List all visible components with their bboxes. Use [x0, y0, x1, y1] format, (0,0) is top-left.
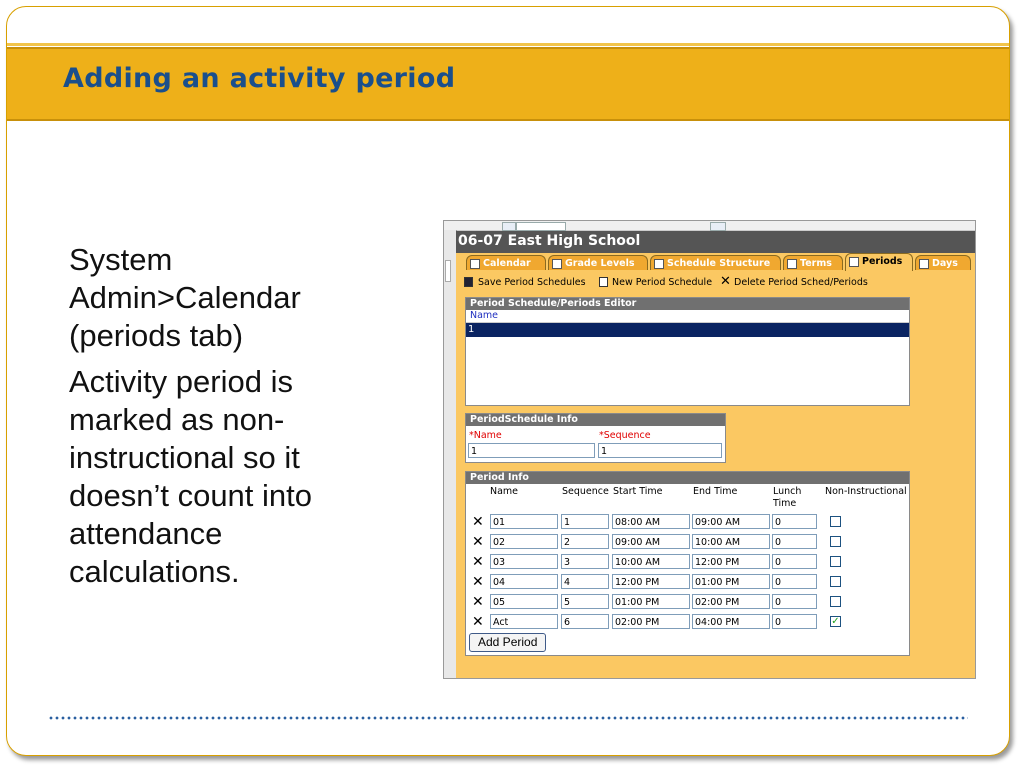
header-name: Name [490, 486, 519, 497]
period-end-time-input[interactable]: 02:00 PM [692, 594, 770, 609]
period-lunch-time-input[interactable]: 0 [772, 514, 817, 529]
period-name-input[interactable]: 05 [490, 594, 558, 609]
app-screenshot [443, 220, 976, 679]
column-header-name: Name [466, 310, 909, 323]
period-info-panel [465, 471, 910, 656]
period-end-time-input[interactable]: 12:00 PM [692, 554, 770, 569]
schedule-name-input[interactable]: 1 [468, 443, 595, 458]
tab-label: Calendar [483, 258, 531, 269]
name-label: *Name [469, 430, 502, 441]
schedule-sequence-input[interactable]: 1 [598, 443, 722, 458]
sequence-label: *Sequence [599, 430, 651, 441]
school-name: 06-07 East High School [458, 233, 641, 249]
strip-field [516, 222, 566, 231]
scroll-handle[interactable] [445, 260, 451, 282]
tab-label: Days [932, 258, 958, 269]
strip-button [502, 222, 516, 231]
period-name-input[interactable]: 03 [490, 554, 558, 569]
tab-grade-levels[interactable] [548, 255, 648, 270]
edit-icon [919, 259, 929, 269]
period-start-time-input[interactable]: 08:00 AM [612, 514, 690, 529]
tab-label: Schedule Structure [667, 258, 771, 269]
panel-title: Period Schedule/Periods Editor [466, 298, 909, 310]
period-schedule-editor-panel [465, 297, 910, 406]
edit-icon [787, 259, 797, 269]
period-start-time-input[interactable]: 09:00 AM [612, 534, 690, 549]
delete-row-x-icon[interactable]: ✕ [472, 594, 484, 610]
panel-title: PeriodSchedule Info [466, 414, 725, 426]
period-sequence-input[interactable]: 4 [561, 574, 609, 589]
calendar-main [456, 253, 975, 678]
header-sequence: Sequence [562, 486, 609, 497]
non-instructional-checkbox[interactable] [830, 536, 841, 547]
tab-label: Grade Levels [565, 258, 635, 269]
period-lunch-time-input[interactable]: 0 [772, 534, 817, 549]
period-name-input[interactable]: 02 [490, 534, 558, 549]
toolbar [464, 275, 969, 291]
delete-x-icon[interactable]: ✕ [720, 274, 731, 289]
period-name-input[interactable]: 04 [490, 574, 558, 589]
period-sequence-input[interactable]: 3 [561, 554, 609, 569]
non-instructional-checkbox[interactable] [830, 556, 841, 567]
add-period-button[interactable]: Add Period [469, 633, 546, 652]
non-instructional-checkbox[interactable] [830, 516, 841, 527]
period-start-time-input[interactable]: 10:00 AM [612, 554, 690, 569]
edit-icon [470, 259, 480, 269]
period-start-time-input[interactable]: 01:00 PM [612, 594, 690, 609]
new-period-schedule-button[interactable]: New Period Schedule [612, 277, 713, 288]
non-instructional-checkbox[interactable]: ✓ [831, 616, 840, 627]
period-sequence-input[interactable]: 6 [561, 614, 609, 629]
non-instructional-checkbox[interactable] [830, 596, 841, 607]
panel-title: Period Info [466, 472, 909, 484]
header-end-time: End Time [693, 486, 738, 497]
save-icon[interactable] [464, 277, 473, 287]
edit-icon [849, 257, 859, 267]
title-bar [7, 47, 1009, 121]
period-end-time-input[interactable]: 04:00 PM [692, 614, 770, 629]
tab-schedule-structure[interactable] [650, 255, 781, 270]
tab-label: Terms [800, 258, 832, 269]
header-start-time: Start Time [613, 486, 663, 497]
delete-period-sched-button[interactable]: Delete Period Sched/Periods [734, 277, 868, 288]
period-schedule-info-panel [465, 413, 726, 463]
edit-icon [654, 259, 664, 269]
top-strip [444, 221, 975, 231]
period-lunch-time-input[interactable]: 0 [772, 614, 817, 629]
period-sequence-input[interactable]: 1 [561, 514, 609, 529]
edit-icon [552, 259, 562, 269]
period-end-time-input[interactable]: 10:00 AM [692, 534, 770, 549]
bullet-1: System Admin>Calendar (periods tab) [69, 242, 301, 353]
tab-days[interactable] [915, 255, 971, 270]
period-sequence-input[interactable]: 2 [561, 534, 609, 549]
delete-row-x-icon[interactable]: ✕ [472, 514, 484, 530]
period-lunch-time-input[interactable]: 0 [772, 594, 817, 609]
dotted-divider [48, 716, 968, 720]
school-header [456, 231, 975, 253]
bullet-2: Activity period is marked as non-instructional so it doesn’t count into attendance calculations. [69, 364, 313, 589]
tab-terms[interactable] [783, 255, 843, 270]
period-start-time-input[interactable]: 02:00 PM [612, 614, 690, 629]
delete-row-x-icon[interactable]: ✕ [472, 554, 484, 570]
period-end-time-input[interactable]: 01:00 PM [692, 574, 770, 589]
delete-row-x-icon[interactable]: ✕ [472, 574, 484, 590]
tab-calendar[interactable] [466, 255, 546, 270]
period-lunch-time-input[interactable]: 0 [772, 554, 817, 569]
period-sequence-input[interactable]: 5 [561, 594, 609, 609]
strip-button [710, 222, 726, 231]
selected-schedule-row[interactable]: 1 [466, 323, 909, 337]
header-non-instructional: Non-Instructional [825, 486, 907, 497]
period-lunch-time-input[interactable]: 0 [772, 574, 817, 589]
slide-title: Adding an activity period [63, 63, 456, 94]
header-lunch: Lunch [773, 486, 802, 497]
new-document-icon[interactable] [599, 277, 608, 287]
delete-row-x-icon[interactable]: ✕ [472, 534, 484, 550]
period-start-time-input[interactable]: 12:00 PM [612, 574, 690, 589]
tab-label: Periods [862, 256, 903, 267]
non-instructional-checkbox[interactable] [830, 576, 841, 587]
tab-bar [462, 253, 975, 271]
period-name-input[interactable]: 01 [490, 514, 558, 529]
slide-body [69, 241, 399, 599]
period-name-input[interactable]: Act [490, 614, 558, 629]
tab-periods[interactable] [845, 253, 913, 271]
save-period-schedules-button[interactable]: Save Period Schedules [478, 277, 586, 288]
delete-row-x-icon[interactable]: ✕ [472, 614, 484, 630]
header-time: Time [773, 498, 797, 509]
period-end-time-input[interactable]: 09:00 AM [692, 514, 770, 529]
